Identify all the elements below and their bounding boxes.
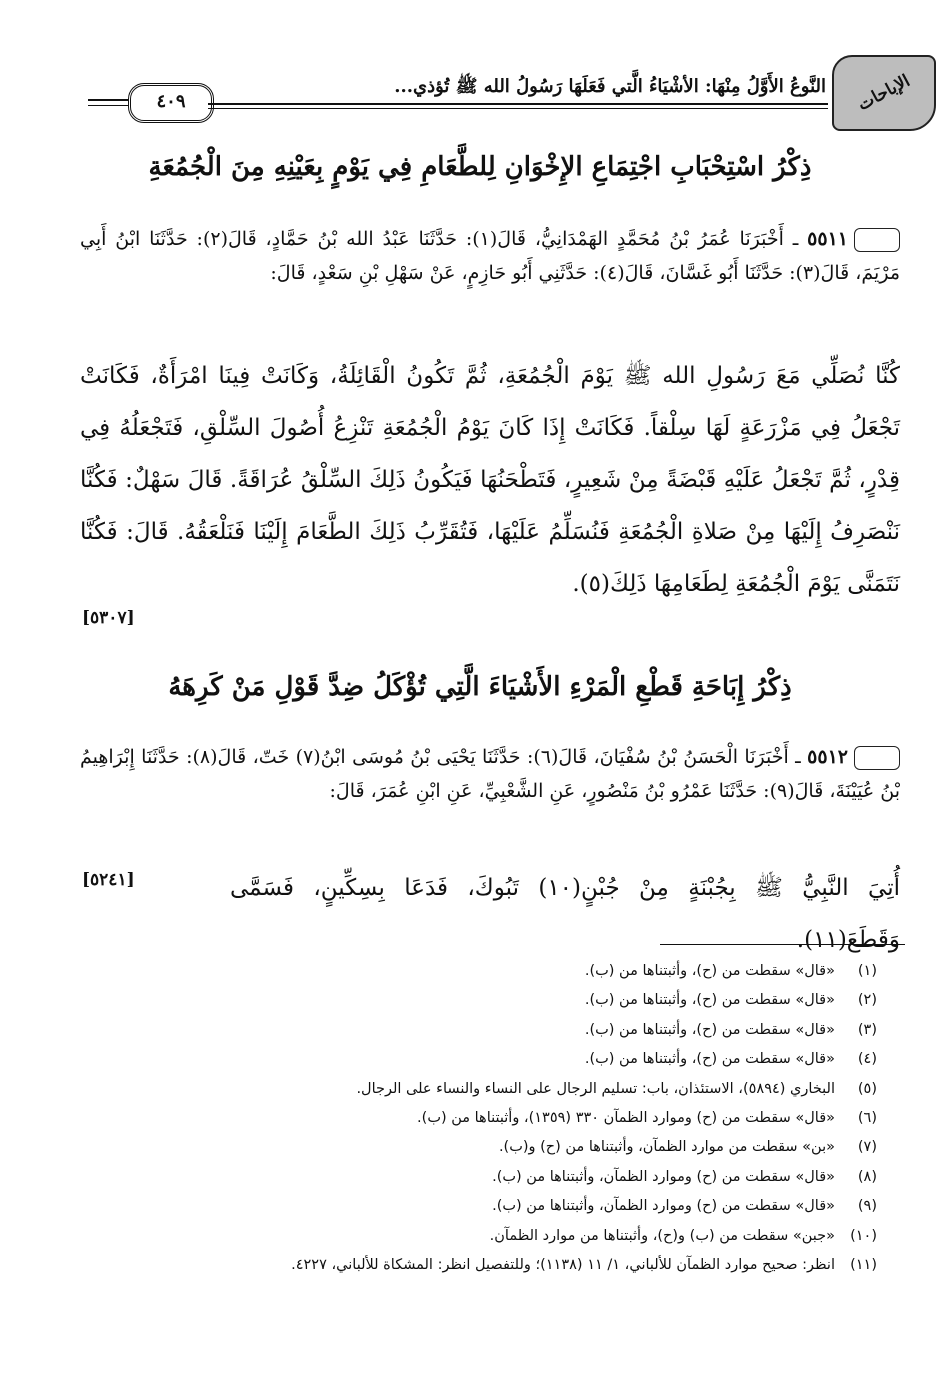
footnote-text: «جبن» سقطت من (ب) و(ح)، وأثبتناها من موارد الظمآن. <box>489 1227 835 1244</box>
footnote-text: «قال» سقطت من (ح) وموارد الظمآن، وأثبتناها من (ب). <box>492 1198 835 1215</box>
cross-reference: [٥٣٠٧] <box>82 608 135 628</box>
isnad-text: ـ أَخْبَرَنَا عُمَرُ بْنُ مُحَمَّدٍ الهَمْدَانِيُّ، قَالَ(١): حَدَّثَنَا عَبْدُ الله بْنُ حَمَّادٍ، قَالَ(٢): حَدَّثَنَا ابْنُ أَبِي مَرْيَمَ، قَالَ(٣): حَدَّثَنَا أَبُو غَسَّانَ، قَالَ(٤): حَدَّثَنِي أَبُو حَازِمٍ، عَنْ سَهْلِ بْنِ سَعْدٍ، قَالَ: <box>80 228 900 284</box>
footnote <box>77 1251 877 1280</box>
running-header <box>78 55 936 130</box>
cross-reference: [٥٢٤١] <box>82 870 135 890</box>
footnote <box>77 1104 877 1133</box>
header-rule <box>88 99 128 101</box>
footnote-number: (١) <box>857 963 877 979</box>
chapter-badge-label: الإباحات <box>854 71 914 115</box>
footnote <box>77 1133 877 1162</box>
footnote <box>77 957 877 986</box>
isnad-text: ـ أَخْبَرَنَا الْحَسَنُ بْنُ سُفْيَانَ، قَالَ(٦): حَدَّثَنَا يَحْيَى بْنُ مُوسَى ابْنُ(٧) خَتّ، قَالَ(٨): حَدَّثَنَا إِبْرَاهِيمُ بْنُ عُيَيْنَةَ، قَالَ(٩): حَدَّثَنَا عَمْرُو بْنُ مَنْصُورٍ، عَنِ الشَّعْبِيِّ، عَنِ ابْنِ عُمَرَ، قَالَ: <box>80 746 900 802</box>
footnote-text: «قال» سقطت من (ح) وموارد الظمآن، وأثبتناها من (ب). <box>492 1168 835 1185</box>
page-number: ٤٠٩ <box>128 83 214 123</box>
section-heading: ذِكْرُ اسْتِحْبَابِ اجْتِمَاعِ الإِخْوَانِ لِلطَّعَامِ فِي يَوْمٍ بِعَيْنِهِ مِنَ الْجُمُعَةِ <box>148 152 812 182</box>
footnote-text: «قال» سقطت من (ح) وموارد الظمآن ٣٣٠ (١٣٥٩)، وأثبتناها من (ب). <box>417 1109 835 1126</box>
footnote <box>77 1075 877 1104</box>
footnote <box>77 1045 877 1074</box>
hadith-matn: أُتِيَ النَّبِيُّ ﷺ بِجُبْنَةٍ مِنْ جُبْنٍ(١٠) تَبُوكَ، فَدَعَا بِسِكِّينٍ، فَسَمَّى وَقَطَعَ(١١). <box>230 875 901 953</box>
footnote <box>77 986 877 1015</box>
footnote-number: (٣) <box>857 1021 877 1038</box>
footnote <box>77 1163 877 1192</box>
footnote-text: انظر: صحيح موارد الظمآن للألباني، ١/ ١١ (١١٣٨)؛ وللتفصيل انظر: المشكاة للألباني، ٤٢٢٧. <box>291 1256 835 1273</box>
footnote-text: البخاري (٥٨٩٤)، الاستئذان، باب: تسليم الرجال على النساء والنساء على الرجال. <box>356 1080 835 1097</box>
header-rule <box>88 105 128 106</box>
footnote-number: (٥) <box>857 1080 877 1097</box>
hadith-isnad <box>80 222 900 290</box>
footnote-number: (٢) <box>857 992 877 1009</box>
footnote-text: «قال» سقطت من (ح)، وأثبتناها من (ب). <box>584 1051 835 1068</box>
footnote-text: «قال» سقطت من (ح)، وأثبتناها من (ب). <box>584 992 835 1009</box>
hadith-tag-icon <box>854 746 900 770</box>
footnote-number: (٧) <box>857 1139 877 1156</box>
chapter-badge <box>832 55 936 131</box>
footnote-text: «قال» سقطت من (ح)، وأثبتناها من (ب). <box>584 1021 835 1038</box>
footnote <box>77 1222 877 1251</box>
footnote <box>77 1192 877 1221</box>
footnote-number: (١١) <box>850 1256 877 1273</box>
hadith-isnad <box>80 740 900 808</box>
footnote-number: (٦) <box>857 1109 877 1126</box>
footnote <box>77 1016 877 1045</box>
header-rule <box>208 108 828 109</box>
running-title: النَّوعُ الأَوَّلُ مِنْهَا: الأشْيَاءُ الَّتي فَعَلَهَا رَسُولُ الله ﷺ تُؤذي... <box>394 76 826 97</box>
footnote-text: «بن» سقطت من موارد الظمآن، وأثبتناها من (ح) و(ب). <box>498 1139 835 1156</box>
footnote-rule <box>660 944 905 945</box>
footnote-number: (٤) <box>857 1051 877 1068</box>
hadith-number: ٥٥١١ <box>807 228 848 250</box>
section-heading: ذِكْرُ إِبَاحَةِ قَطْعِ الْمَرْءِ الأَشْيَاءَ الَّتِي تُؤْكَلُ ضِدَّ قَوْلِ مَنْ كَرِهَهُ <box>168 672 792 702</box>
footnotes <box>77 957 877 1280</box>
hadith-tag-icon <box>854 228 900 252</box>
hadith-matn: كُنَّا نُصَلِّي مَعَ رَسُولِ الله ﷺ يَوْمَ الْجُمُعَةِ، ثُمَّ تَكُونُ الْقَائِلَةُ، وَكَانَتْ فِينَا امْرَأَةٌ، فَكَانَتْ تَجْعَلُ فِي مَزْرَعَةٍ لَهَا سِلْقاً. فَكَانَتْ إِذَا كَانَ يَوْمُ الْجُمُعَةِ تَنْزِعُ أُصُولَ السِّلْقِ، فَتَجْعَلُهُ فِي قِدْرٍ، ثُمَّ تَجْعَلُ عَلَيْهِ قَبْضَةً مِنْ شَعِيرٍ، فَتَطْحَنُهَا فَيَكُونُ ذَلِكَ السِّلْقُ عُرَاقَةً. قَالَ سَهْلٌ: فَكُنَّا نَنْصَرِفُ إِلَيْهَا مِنْ صَلاةِ الْجُمُعَةِ فَنُسَلِّمُ عَلَيْهَا، فَتُقَرِّبُ ذَلِكَ الطَّعَامَ إِلَيْنَا فَنَلْعَقُهُ. قَالَ: فَكُنَّا نَتَمَنَّى يَوْمَ الْجُمُعَةِ لِطَعَامِهَا ذَلِكَ(٥). <box>80 363 900 597</box>
header-rule <box>208 103 828 105</box>
footnote-number: (١٠) <box>850 1227 877 1244</box>
hadith-number: ٥٥١٢ <box>807 746 848 768</box>
footnote-text: «قال» سقطت من (ح)، وأثبتناها من (ب). <box>584 963 835 979</box>
footnote-number: (٨) <box>857 1168 877 1185</box>
footnote-number: (٩) <box>857 1198 877 1215</box>
